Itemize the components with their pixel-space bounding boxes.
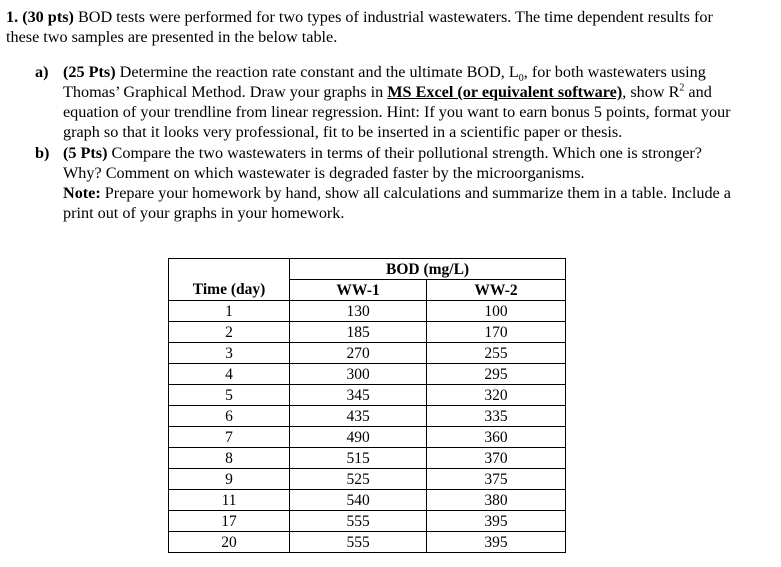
ww2-cell: 360 (427, 427, 566, 448)
time-cell: 5 (169, 385, 290, 406)
question-intro (6, 7, 734, 47)
ww1-cell: 555 (290, 532, 427, 553)
col-ww2-header: WW-2 (427, 280, 566, 301)
time-cell: 20 (169, 532, 290, 553)
part-a-text-2: , for both wastewaters using Thomas’ Graphical Method. Draw your graphs in (63, 63, 706, 101)
part-b-text (63, 143, 731, 223)
ww1-cell: 270 (290, 343, 427, 364)
ww1-cell: 515 (290, 448, 427, 469)
ww1-cell: 345 (290, 385, 427, 406)
ww1-cell: 555 (290, 511, 427, 532)
table-row (169, 406, 566, 427)
time-cell: 3 (169, 343, 290, 364)
table-header-row (169, 259, 566, 280)
ww2-cell: 380 (427, 490, 566, 511)
part-b-points: (5 Pts) (63, 144, 108, 162)
part-a-text-1: Determine the reaction rate constant and the ultimate BOD, L (115, 63, 519, 81)
part-a-subscript: 0 (518, 73, 524, 85)
ww2-cell: 255 (427, 343, 566, 364)
table-row (169, 364, 566, 385)
note-text: Prepare your homework by hand, show all calculations and summarize them in a table. Include a print out of your graphs in your homework. (63, 184, 731, 222)
ww1-cell: 300 (290, 364, 427, 385)
part-b-text-1: Compare the two wastewaters in terms of their pollutional strength. Which one is stronger? Why? Comment on which wastewater is degraded faster by the microorganisms. (63, 144, 702, 182)
col-time-header: Time (day) (169, 280, 290, 301)
excel-reference: MS Excel (or equivalent software) (387, 83, 623, 101)
part-a-text-3: , show R (622, 83, 680, 101)
ww2-cell: 100 (427, 301, 566, 322)
ww2-cell: 375 (427, 469, 566, 490)
part-a-text (63, 62, 731, 142)
table-row (169, 490, 566, 511)
question-parts (35, 62, 731, 224)
table-row (169, 532, 566, 553)
part-a-label: a) (35, 63, 49, 81)
ww2-cell: 170 (427, 322, 566, 343)
time-cell: 8 (169, 448, 290, 469)
time-cell: 17 (169, 511, 290, 532)
note-label: Note: (63, 184, 101, 202)
ww2-cell: 395 (427, 511, 566, 532)
part-a-points: (25 Pts) (63, 63, 116, 81)
time-cell: 4 (169, 364, 290, 385)
part-b-label: b) (35, 144, 50, 162)
time-cell: 1 (169, 301, 290, 322)
col-ww1-header: WW-1 (290, 280, 427, 301)
question-intro-text: BOD tests were performed for two types of industrial wastewaters. The time dependent results for these two samples are presented in the below table. (6, 8, 713, 46)
header-empty (169, 259, 290, 280)
table-row (169, 427, 566, 448)
ww2-cell: 335 (427, 406, 566, 427)
time-cell: 11 (169, 490, 290, 511)
ww1-cell: 130 (290, 301, 427, 322)
ww1-cell: 185 (290, 322, 427, 343)
table-row (169, 301, 566, 322)
ww1-cell: 435 (290, 406, 427, 427)
ww1-cell: 490 (290, 427, 427, 448)
table-row (169, 343, 566, 364)
ww2-cell: 370 (427, 448, 566, 469)
time-cell: 9 (169, 469, 290, 490)
bod-group-header: BOD (mg/L) (290, 259, 566, 280)
bod-table (168, 258, 566, 553)
ww2-cell: 395 (427, 532, 566, 553)
table-row (169, 469, 566, 490)
question-number: 1. (30 pts) (6, 8, 74, 26)
table-row (169, 385, 566, 406)
time-cell: 2 (169, 322, 290, 343)
time-cell: 6 (169, 406, 290, 427)
part-a-text-4: and equation of your trendline from linear regression. Hint: If you want to earn bonus 5 points, format your graph so that it looks very professional, fit to be inserted in a scientific paper or thesis. (63, 83, 731, 141)
ww1-cell: 525 (290, 469, 427, 490)
ww2-cell: 320 (427, 385, 566, 406)
table-row (169, 511, 566, 532)
ww2-cell: 295 (427, 364, 566, 385)
part-a (35, 62, 731, 142)
part-b (35, 143, 731, 223)
table-row (169, 322, 566, 343)
ww1-cell: 540 (290, 490, 427, 511)
part-a-superscript: 2 (679, 82, 685, 94)
table-row (169, 448, 566, 469)
table-subheader-row (169, 280, 566, 301)
time-cell: 7 (169, 427, 290, 448)
